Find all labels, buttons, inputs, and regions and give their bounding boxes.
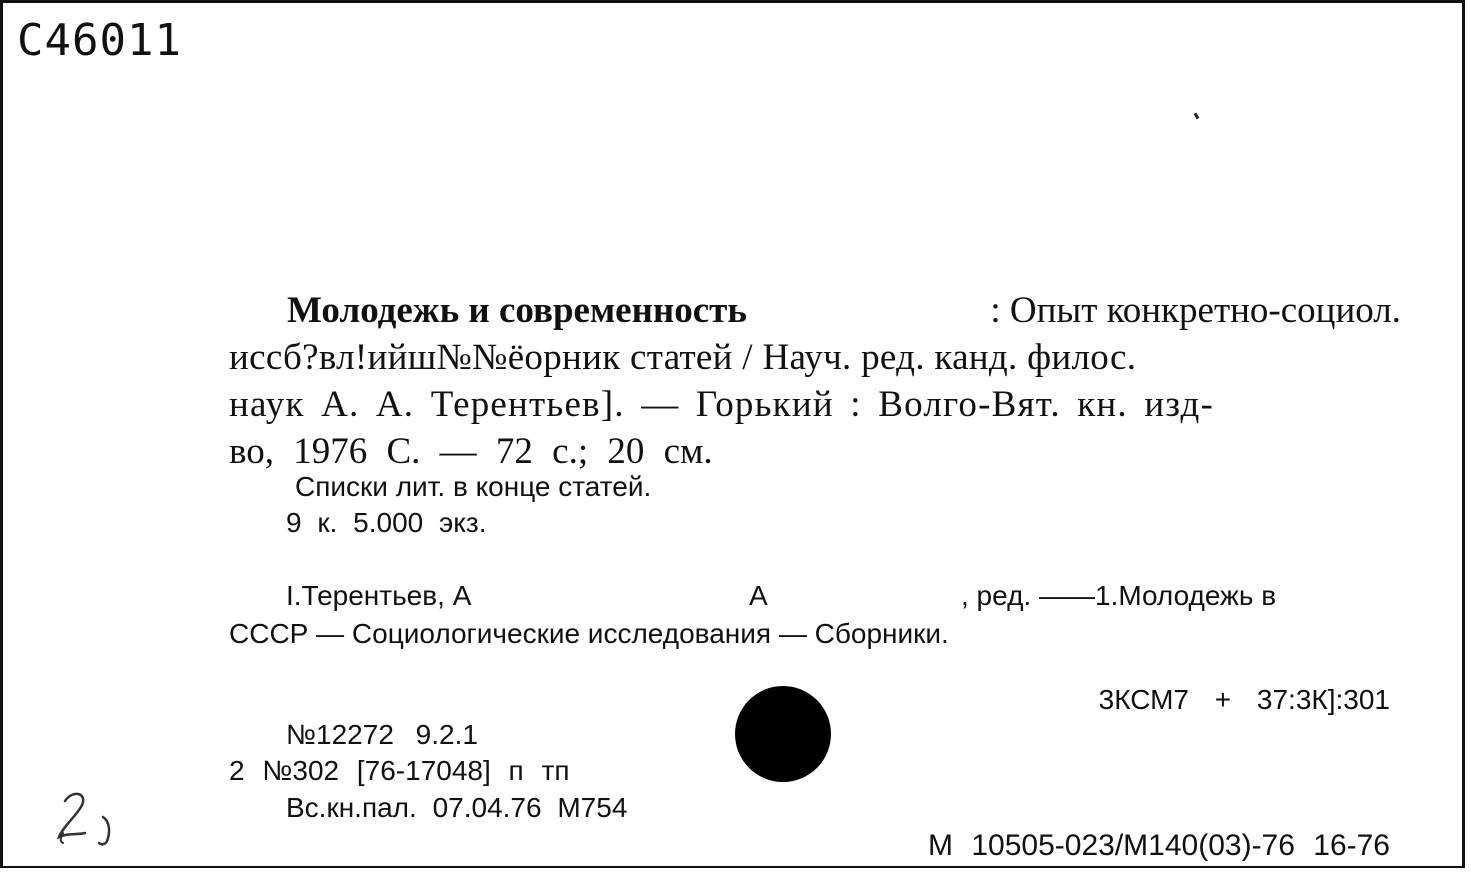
bibliography-note: Списки лит. в конце статей. bbox=[295, 471, 652, 502]
tracing-subject: , ред. ——1.Молодежь в bbox=[961, 580, 1277, 611]
entry-title: Молодежь и современность bbox=[287, 290, 747, 331]
card-number: C46011 bbox=[17, 15, 182, 66]
punch-hole bbox=[735, 686, 831, 782]
tracing-author: I.Терентьев, А bbox=[286, 580, 472, 611]
tracing-line-2: СССР — Социологические исследования — Сборники. bbox=[229, 618, 949, 649]
bibliographic-entry bbox=[229, 287, 1401, 475]
ink-speck bbox=[1194, 113, 1200, 120]
order-number: №12272 9.2.1 bbox=[286, 719, 478, 750]
tracings bbox=[229, 577, 1401, 653]
price-copies-note: 9 к. 5.000 экз. bbox=[286, 507, 487, 538]
entry-line-3: наук А. А. Терентьев]. — Горький : Волго-Вят. кн. изд- bbox=[229, 384, 1215, 425]
entry-line-1 bbox=[229, 287, 1401, 334]
handwritten-mark bbox=[51, 787, 131, 862]
entry-line-4: во, 1976 С. — 72 с.; 20 см. bbox=[229, 431, 713, 472]
tracing-line-1 bbox=[229, 577, 1401, 615]
bottom-catalog-code: М 10505-023/М140(03)-76 16-76 bbox=[928, 829, 1390, 862]
entry-subtitle: : Опыт конкретно-социол. bbox=[990, 290, 1401, 331]
tracing-initial: А bbox=[749, 580, 768, 611]
entry-line-2: иссб?вл!ийш№№ёорник статей / Науч. ред. канд. филос. bbox=[229, 337, 1137, 378]
book-chamber-info: Вс.кн.пал. 07.04.76 М754 bbox=[286, 792, 628, 823]
registry-number: 2 №302 [76-17048] п тп bbox=[229, 755, 570, 786]
classification-index: 3КСМ7 + 37:3К]:301 bbox=[1098, 684, 1390, 715]
